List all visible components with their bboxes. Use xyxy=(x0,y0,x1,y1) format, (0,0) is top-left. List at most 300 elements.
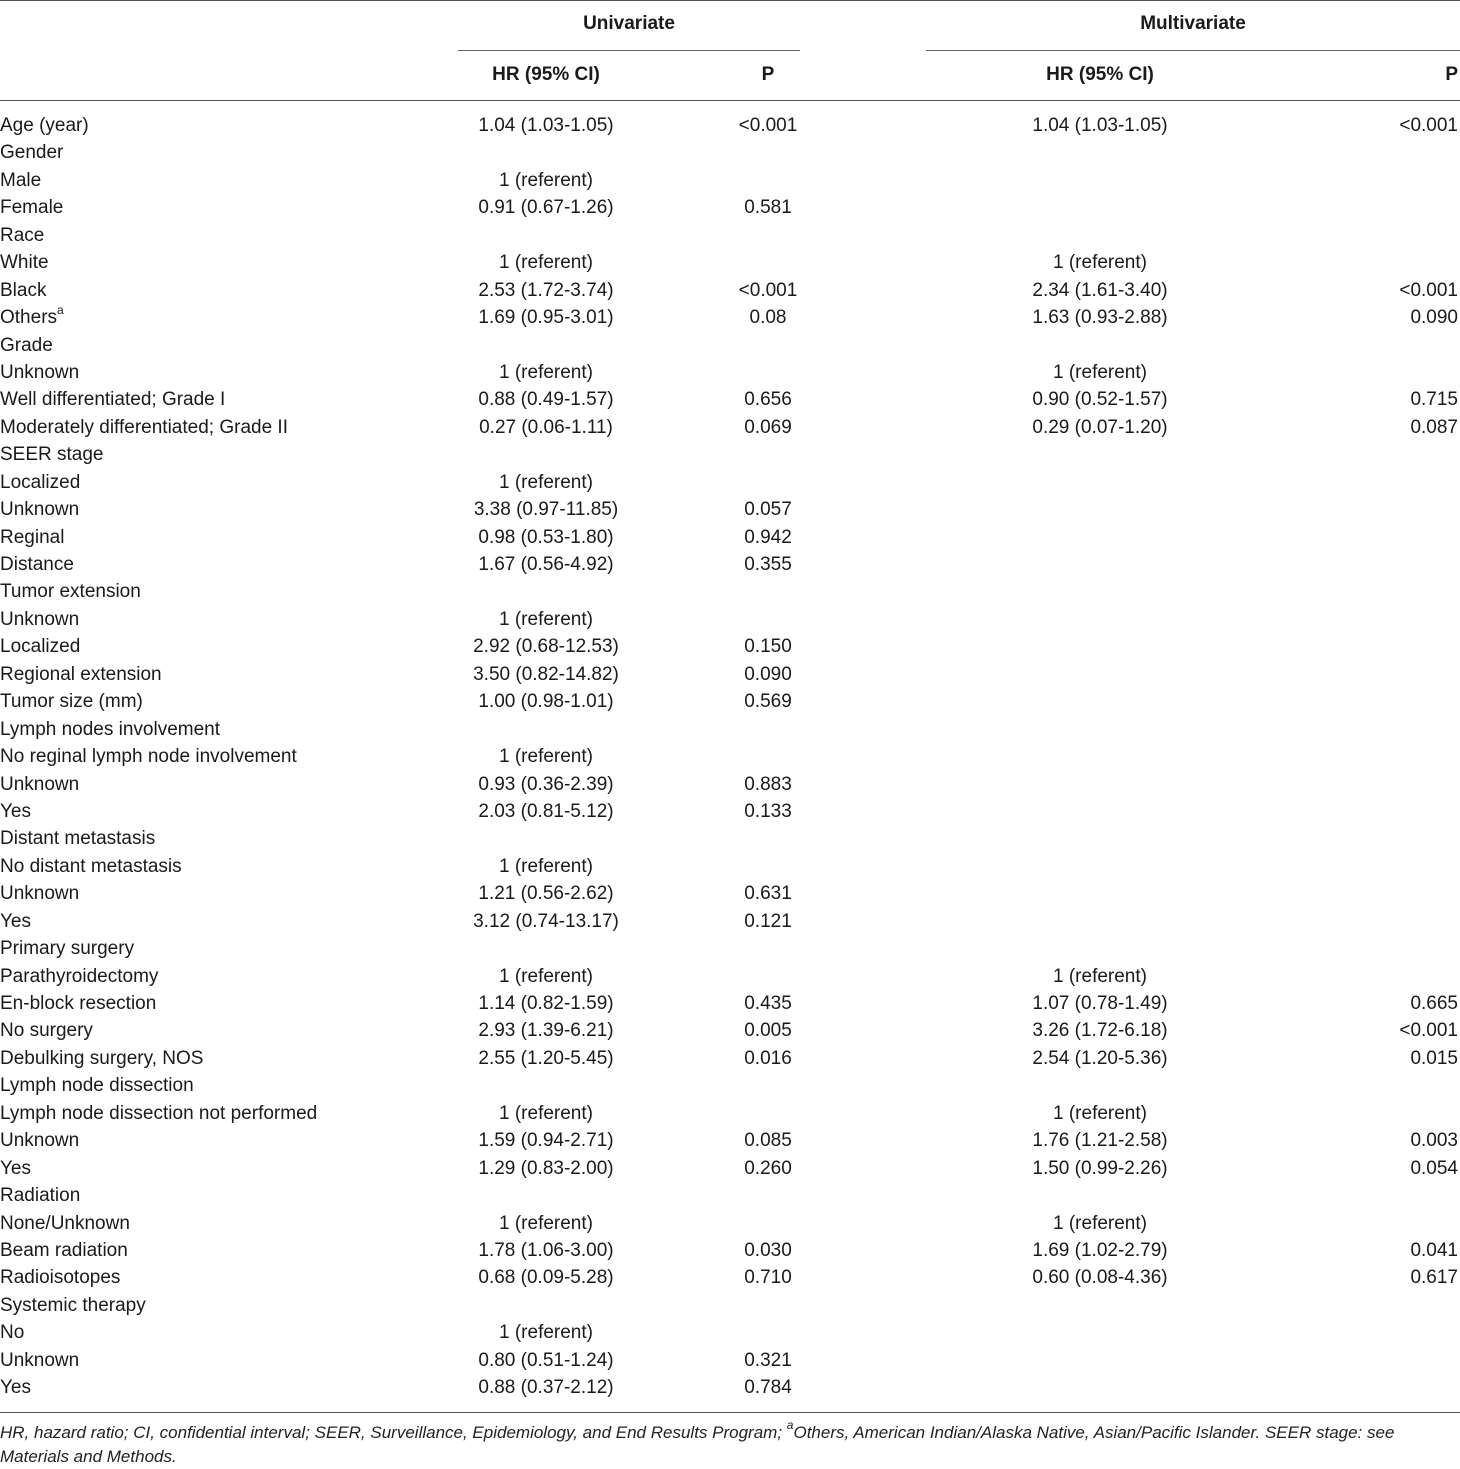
table-row xyxy=(0,414,1460,441)
table-row xyxy=(0,386,1460,413)
univariate-header: Univariate xyxy=(583,13,675,34)
univariate-hr xyxy=(436,1017,656,1044)
univariate-p xyxy=(728,112,808,139)
multivariate-hr xyxy=(990,249,1210,276)
univariate-hr-text: 0.80 (0.51-1.24) xyxy=(478,1349,614,1371)
multivariate-p-text: 0.003 xyxy=(1410,1130,1458,1152)
row-label-text: Race xyxy=(0,224,45,246)
univariate-hr-text: 0.88 (0.49-1.57) xyxy=(478,389,614,411)
bottom-rule xyxy=(0,1412,1460,1413)
univariate-hr xyxy=(436,908,656,935)
univariate-hr xyxy=(436,743,656,770)
row-label xyxy=(0,1347,79,1374)
univariate-hr-text: 1 (referent) xyxy=(499,169,593,191)
row-label xyxy=(0,1374,31,1401)
univariate-hr-text: 0.93 (0.36-2.39) xyxy=(478,773,614,795)
univariate-p xyxy=(728,771,808,798)
univariate-hr xyxy=(436,469,656,496)
univariate-p xyxy=(728,688,808,715)
row-label xyxy=(0,716,220,743)
table-row xyxy=(0,606,1460,633)
multivariate-hr-text: 1.69 (1.02-2.79) xyxy=(1032,1239,1168,1261)
table-row xyxy=(0,1374,1460,1401)
table-row xyxy=(0,194,1460,221)
multivariate-hr-text: 1 (referent) xyxy=(1053,252,1147,274)
table-row xyxy=(0,633,1460,660)
univariate-hr-text: 2.55 (1.20-5.45) xyxy=(478,1047,614,1069)
table-row xyxy=(0,963,1460,990)
row-label-text: Female xyxy=(0,197,64,219)
univariate-p-text: 0.883 xyxy=(744,773,792,795)
univariate-p-text: 0.08 xyxy=(749,307,787,329)
univariate-hr xyxy=(436,688,656,715)
univariate-p-text: 0.121 xyxy=(744,910,792,932)
univariate-hr xyxy=(436,524,656,551)
row-label-text: No xyxy=(0,1322,25,1344)
univariate-hr-text: 3.50 (0.82-14.82) xyxy=(473,663,619,685)
univariate-p xyxy=(728,496,808,523)
univariate-hr-text: 1 (referent) xyxy=(499,252,593,274)
table-row xyxy=(0,441,1460,468)
row-label-text: Well differentiated; Grade I xyxy=(0,389,226,411)
multivariate-hr xyxy=(990,1210,1210,1237)
univariate-hr-text: 0.27 (0.06-1.11) xyxy=(479,416,613,438)
multivariate-hr-text: 0.60 (0.08-4.36) xyxy=(1032,1267,1168,1289)
univariate-hr-text: 1 (referent) xyxy=(499,361,593,383)
univariate-hr xyxy=(436,1347,656,1374)
multivariate-hr xyxy=(990,277,1210,304)
multivariate-p xyxy=(1386,1017,1458,1044)
row-label xyxy=(0,908,31,935)
univariate-p xyxy=(728,1264,808,1291)
univariate-p xyxy=(728,414,808,441)
univariate-p-text: <0.001 xyxy=(738,279,798,301)
multivariate-p-text: 0.041 xyxy=(1410,1239,1458,1261)
univariate-hr xyxy=(436,1155,656,1182)
univariate-hr xyxy=(436,1100,656,1127)
row-label xyxy=(0,332,53,359)
multivariate-hr-text: 0.90 (0.52-1.57) xyxy=(1032,389,1168,411)
univariate-hr xyxy=(436,1237,656,1264)
row-label-text: Yes xyxy=(0,1377,31,1399)
multivariate-hr xyxy=(990,414,1210,441)
univariate-p xyxy=(728,1347,808,1374)
multivariate-hr-text: 0.29 (0.07-1.20) xyxy=(1032,416,1168,438)
footnote-text-2: Others, American Indian/Alaska Native, Asian/Pacific Islander. SEER stage: see Materials and Methods. xyxy=(0,1423,1395,1466)
multivariate-hr xyxy=(990,112,1210,139)
univariate-hr xyxy=(436,359,656,386)
row-label xyxy=(0,825,155,852)
univariate-hr-text: 1.29 (0.83-2.00) xyxy=(478,1157,614,1179)
univariate-p-text: 0.057 xyxy=(744,499,792,521)
univariate-p xyxy=(728,524,808,551)
univariate-hr-text: 3.38 (0.97-11.85) xyxy=(473,499,619,521)
multivariate-hr-text: 1.07 (0.78-1.49) xyxy=(1032,993,1168,1014)
multivariate-hr-text: 1 (referent) xyxy=(1053,965,1147,987)
univariate-p-text: 0.321 xyxy=(744,1349,792,1371)
univariate-p xyxy=(728,1374,808,1401)
table-row xyxy=(0,716,1460,743)
univariate-hr-text: 1.00 (0.98-1.01) xyxy=(478,691,614,713)
table-row xyxy=(0,578,1460,605)
row-label xyxy=(0,963,158,990)
univariate-hr xyxy=(436,386,656,413)
multivariate-p-text: <0.001 xyxy=(1399,1020,1458,1042)
univariate-p-text: 0.069 xyxy=(744,416,792,438)
univariate-hr-text: 1 (referent) xyxy=(499,1322,593,1344)
row-label xyxy=(0,524,64,551)
row-label-text: Lymph node dissection xyxy=(0,1075,194,1097)
univariate-hr xyxy=(436,414,656,441)
row-label-text: Unknown xyxy=(0,499,80,521)
univariate-hr xyxy=(436,1319,656,1346)
row-label xyxy=(0,304,64,331)
row-label xyxy=(0,853,182,880)
table-row xyxy=(0,825,1460,852)
univariate-rule xyxy=(458,50,800,51)
row-label-text: Others xyxy=(0,307,58,329)
multivariate-hr xyxy=(990,1237,1210,1264)
row-label xyxy=(0,277,46,304)
multivariate-p-text: 0.617 xyxy=(1410,1267,1458,1289)
row-label xyxy=(0,1127,79,1154)
table-row xyxy=(0,990,1460,1017)
univariate-hr xyxy=(436,990,656,1017)
table-row xyxy=(0,880,1460,907)
univariate-hr xyxy=(436,1045,656,1072)
univariate-hr xyxy=(436,771,656,798)
row-label xyxy=(0,1319,24,1346)
row-label xyxy=(0,441,104,468)
row-label-text: Regional extension xyxy=(0,663,162,685)
table-row xyxy=(0,743,1460,770)
row-label-text: SEER stage xyxy=(0,444,104,466)
univariate-p-text: 0.355 xyxy=(744,554,792,575)
row-label xyxy=(0,935,134,962)
row-label xyxy=(0,414,288,441)
table-row xyxy=(0,1319,1460,1346)
row-label xyxy=(0,1292,146,1319)
row-label-text: Moderately differentiated; Grade II xyxy=(0,416,288,438)
univariate-p xyxy=(728,633,808,660)
row-label xyxy=(0,1237,128,1264)
univariate-hr-text: 1.04 (1.03-1.05) xyxy=(478,115,614,136)
row-label xyxy=(0,359,79,386)
univariate-p-text: 0.710 xyxy=(744,1267,792,1289)
row-label-text: Primary surgery xyxy=(0,938,135,960)
multivariate-p xyxy=(1386,1045,1458,1072)
multivariate-p-text: 0.090 xyxy=(1410,307,1458,329)
row-label-text: Black xyxy=(0,279,47,301)
multivariate-hr xyxy=(990,1155,1210,1182)
univariate-hr-text: 2.53 (1.72-3.74) xyxy=(478,279,614,301)
row-label xyxy=(0,880,79,907)
univariate-p-text: 0.656 xyxy=(744,389,792,411)
row-label xyxy=(0,1155,31,1182)
univariate-hr-text: 1.69 (0.95-3.01) xyxy=(478,307,614,329)
univariate-hr-text: 2.92 (0.68-12.53) xyxy=(473,636,619,658)
table-row xyxy=(0,112,1460,139)
multivariate-header: Multivariate xyxy=(1140,13,1246,34)
row-label xyxy=(0,771,79,798)
row-label-text: Parathyroidectomy xyxy=(0,965,159,987)
row-label-text: Unknown xyxy=(0,608,80,630)
multivariate-p-text: <0.001 xyxy=(1399,279,1458,301)
multivariate-hr xyxy=(990,1100,1210,1127)
multivariate-p xyxy=(1386,1264,1458,1291)
univariate-p xyxy=(728,386,808,413)
row-label-text: Yes xyxy=(0,910,31,932)
table-row xyxy=(0,277,1460,304)
univariate-hr-header: HR (95% CI) xyxy=(492,64,600,85)
multivariate-hr xyxy=(990,386,1210,413)
row-label xyxy=(0,1264,120,1291)
table-row xyxy=(0,524,1460,551)
multivariate-hr xyxy=(990,304,1210,331)
table-row xyxy=(0,1127,1460,1154)
row-label xyxy=(0,1100,317,1127)
univariate-hr-text: 1 (referent) xyxy=(499,855,593,877)
multivariate-hr xyxy=(990,1017,1210,1044)
row-label xyxy=(0,469,80,496)
footnote-sup: a xyxy=(786,1418,794,1433)
multivariate-hr-text: 1 (referent) xyxy=(1053,1102,1147,1124)
univariate-p xyxy=(728,1237,808,1264)
table-row xyxy=(0,304,1460,331)
multivariate-p xyxy=(1386,304,1458,331)
table-row xyxy=(0,469,1460,496)
table-row xyxy=(0,496,1460,523)
table-row xyxy=(0,1045,1460,1072)
univariate-p-text: 0.016 xyxy=(744,1047,792,1069)
univariate-p xyxy=(728,1155,808,1182)
table-row xyxy=(0,661,1460,688)
row-label xyxy=(0,139,63,166)
row-label xyxy=(0,112,89,139)
univariate-hr-text: 1.59 (0.94-2.71) xyxy=(478,1130,614,1152)
univariate-p-header: P xyxy=(761,64,775,85)
row-label-text: Distant metastasis xyxy=(0,828,156,850)
table-row xyxy=(0,1237,1460,1264)
univariate-p xyxy=(728,908,808,935)
row-label-text: Localized xyxy=(0,471,81,493)
univariate-hr xyxy=(436,606,656,633)
univariate-p-text: <0.001 xyxy=(738,115,798,136)
univariate-hr-text: 1.67 (0.56-4.92) xyxy=(478,554,614,575)
row-label-text: Yes xyxy=(0,800,31,822)
univariate-p xyxy=(728,194,808,221)
table-row xyxy=(0,1210,1460,1237)
univariate-p-text: 0.005 xyxy=(744,1020,792,1042)
label-superscript: a xyxy=(57,302,64,317)
multivariate-hr-text: 1.50 (0.99-2.26) xyxy=(1032,1157,1168,1179)
table-row xyxy=(0,1017,1460,1044)
multivariate-p-text: 0.054 xyxy=(1410,1157,1458,1179)
univariate-hr-text: 0.68 (0.09-5.28) xyxy=(478,1267,614,1289)
row-label-text: None/Unknown xyxy=(0,1212,130,1234)
table-row xyxy=(0,771,1460,798)
univariate-hr xyxy=(436,194,656,221)
multivariate-hr xyxy=(990,1264,1210,1291)
univariate-p xyxy=(728,1017,808,1044)
multivariate-p xyxy=(1386,1237,1458,1264)
row-label-text: Yes xyxy=(0,1157,31,1179)
row-label-text: No reginal lymph node involvement xyxy=(0,746,297,768)
row-label xyxy=(0,743,297,770)
univariate-p-text: 0.090 xyxy=(744,663,792,685)
top-rule xyxy=(0,0,1460,1)
univariate-hr-text: 0.88 (0.37-2.12) xyxy=(478,1377,614,1399)
univariate-hr xyxy=(436,1374,656,1401)
multivariate-rule xyxy=(926,50,1460,51)
row-label xyxy=(0,222,44,249)
row-label xyxy=(0,167,41,194)
univariate-hr xyxy=(436,551,656,578)
table-row xyxy=(0,798,1460,825)
row-label-text: Male xyxy=(0,169,42,191)
table-row xyxy=(0,222,1460,249)
row-label-text: Unknown xyxy=(0,361,80,383)
row-label xyxy=(0,688,143,715)
row-label xyxy=(0,661,162,688)
row-label-text: No surgery xyxy=(0,1020,93,1042)
univariate-hr-text: 1.78 (1.06-3.00) xyxy=(478,1239,614,1261)
multivariate-p-text: 0.665 xyxy=(1410,993,1458,1014)
univariate-hr-text: 1 (referent) xyxy=(499,1102,593,1124)
footnote xyxy=(0,1418,1458,1469)
univariate-p xyxy=(728,880,808,907)
univariate-hr xyxy=(436,633,656,660)
multivariate-hr xyxy=(990,1045,1210,1072)
row-label xyxy=(0,194,63,221)
univariate-p-text: 0.260 xyxy=(744,1157,792,1179)
table-row xyxy=(0,935,1460,962)
univariate-hr xyxy=(436,798,656,825)
row-label-text: Tumor extension xyxy=(0,581,141,603)
multivariate-p-text: 0.015 xyxy=(1410,1047,1458,1069)
multivariate-p-header: P xyxy=(1445,64,1458,85)
univariate-hr xyxy=(436,167,656,194)
multivariate-p xyxy=(1386,990,1458,1017)
multivariate-p xyxy=(1386,414,1458,441)
multivariate-hr xyxy=(990,963,1210,990)
table-row xyxy=(0,908,1460,935)
univariate-hr xyxy=(436,1264,656,1291)
table-row xyxy=(0,249,1460,276)
row-label xyxy=(0,386,225,413)
row-label xyxy=(0,798,31,825)
univariate-hr xyxy=(436,661,656,688)
univariate-hr xyxy=(436,1210,656,1237)
table-row xyxy=(0,1347,1460,1374)
row-label-text: Localized xyxy=(0,636,81,658)
row-label xyxy=(0,1182,80,1209)
table-row xyxy=(0,332,1460,359)
multivariate-hr xyxy=(990,359,1210,386)
row-label-text: Unknown xyxy=(0,1349,80,1371)
table-row xyxy=(0,551,1460,578)
multivariate-hr-text: 1.76 (1.21-2.58) xyxy=(1032,1130,1168,1152)
univariate-p xyxy=(728,551,808,578)
row-label xyxy=(0,633,80,660)
row-label-text: Lymph node dissection not performed xyxy=(0,1102,318,1124)
row-label-text: Unknown xyxy=(0,773,80,795)
multivariate-hr-text: 3.26 (1.72-6.18) xyxy=(1032,1020,1168,1042)
multivariate-hr-text: 2.54 (1.20-5.36) xyxy=(1032,1047,1168,1069)
table-row xyxy=(0,853,1460,880)
univariate-hr-text: 1 (referent) xyxy=(499,965,593,987)
header-rule xyxy=(0,100,1460,101)
univariate-p-text: 0.581 xyxy=(744,197,792,219)
row-label xyxy=(0,1045,203,1072)
multivariate-hr-text: 1 (referent) xyxy=(1053,1212,1147,1234)
row-label-text: En-block resection xyxy=(0,993,157,1014)
univariate-hr xyxy=(436,496,656,523)
multivariate-p xyxy=(1386,112,1458,139)
univariate-hr xyxy=(436,277,656,304)
multivariate-p xyxy=(1386,386,1458,413)
multivariate-hr-text: 2.34 (1.61-3.40) xyxy=(1032,279,1168,301)
univariate-hr-text: 1.21 (0.56-2.62) xyxy=(478,883,614,905)
univariate-hr xyxy=(436,112,656,139)
univariate-hr-text: 3.12 (0.74-13.17) xyxy=(473,910,619,932)
row-label xyxy=(0,249,49,276)
univariate-p-text: 0.784 xyxy=(744,1377,792,1399)
row-label-text: Distance xyxy=(0,554,74,575)
row-label-text: No distant metastasis xyxy=(0,855,182,877)
univariate-p-text: 0.030 xyxy=(744,1239,792,1261)
univariate-p xyxy=(728,1127,808,1154)
multivariate-hr xyxy=(990,1127,1210,1154)
univariate-p-text: 0.133 xyxy=(744,800,792,822)
row-label-text: Reginal xyxy=(0,526,65,548)
row-label-text: White xyxy=(0,252,49,274)
row-label-text: Systemic therapy xyxy=(0,1294,146,1316)
univariate-hr-text: 1 (referent) xyxy=(499,608,593,630)
univariate-hr xyxy=(436,963,656,990)
univariate-p xyxy=(728,661,808,688)
univariate-hr-text: 2.93 (1.39-6.21) xyxy=(478,1020,614,1042)
univariate-hr xyxy=(436,304,656,331)
univariate-p xyxy=(728,990,808,1017)
multivariate-hr-text: 1.04 (1.03-1.05) xyxy=(1032,115,1168,136)
row-label-text: Beam radiation xyxy=(0,1239,128,1261)
multivariate-p-text: 0.715 xyxy=(1410,389,1458,411)
univariate-p-text: 0.085 xyxy=(744,1130,792,1152)
univariate-hr-text: 0.98 (0.53-1.80) xyxy=(478,526,614,548)
multivariate-p-text: <0.001 xyxy=(1399,115,1458,136)
table-row xyxy=(0,1072,1460,1099)
row-label xyxy=(0,1210,130,1237)
row-label xyxy=(0,578,141,605)
table-row xyxy=(0,1155,1460,1182)
univariate-p xyxy=(728,1045,808,1072)
univariate-hr xyxy=(436,853,656,880)
univariate-hr xyxy=(436,880,656,907)
row-label xyxy=(0,1017,93,1044)
row-label xyxy=(0,551,74,578)
multivariate-p xyxy=(1386,1127,1458,1154)
table-row xyxy=(0,167,1460,194)
row-label-text: Radiation xyxy=(0,1185,81,1207)
row-label-text: Lymph nodes involvement xyxy=(0,718,221,740)
row-label xyxy=(0,1072,194,1099)
row-label-text: Unknown xyxy=(0,1130,80,1152)
univariate-p-text: 0.435 xyxy=(744,993,792,1014)
table-row xyxy=(0,1292,1460,1319)
univariate-p-text: 0.942 xyxy=(744,526,792,548)
univariate-hr-text: 1.14 (0.82-1.59) xyxy=(478,993,614,1014)
